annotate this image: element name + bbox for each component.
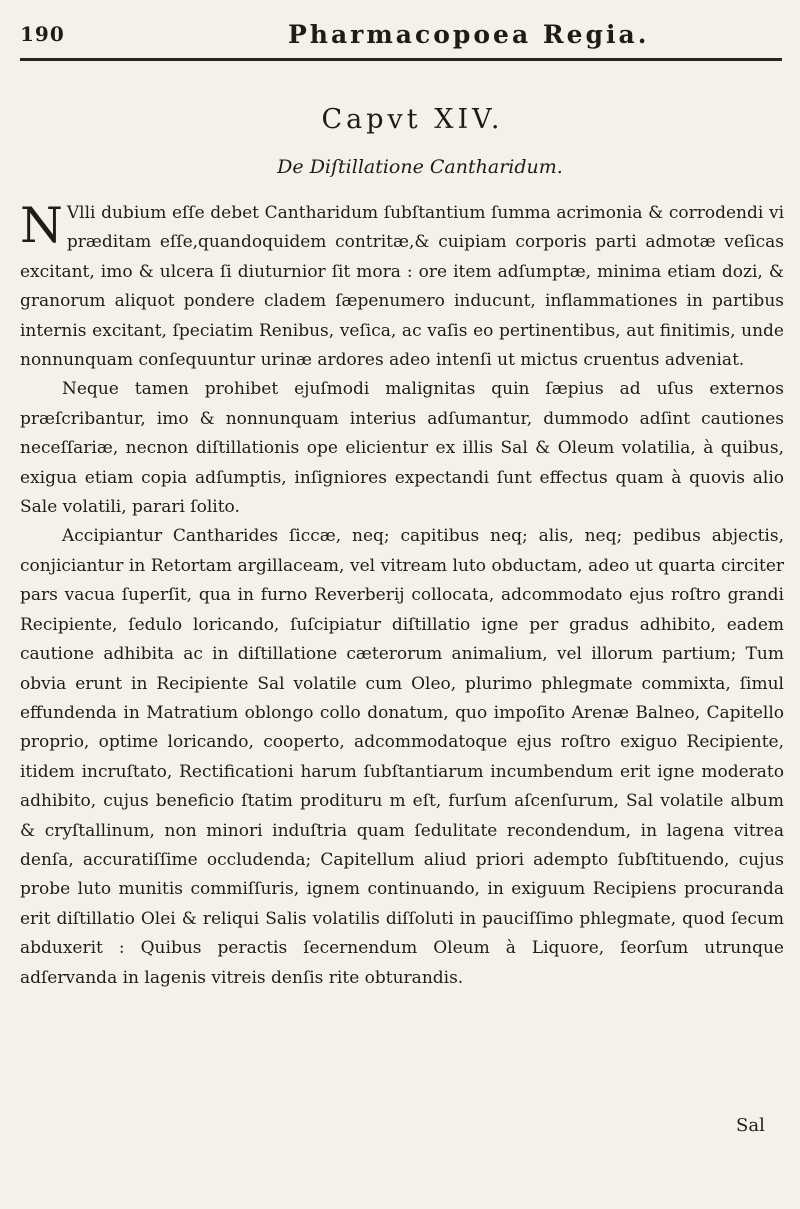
- header-rule: [20, 58, 782, 61]
- page-number: 190: [20, 22, 65, 46]
- body-text: [20, 199, 784, 993]
- catchword: Sal: [736, 1115, 765, 1136]
- paragraph-3: Accipiantur Cantharides ſiccæ, neq; capitibus neq; alis, neq; pedibus abjectis, conjiciantur in Retortam argillaceam, vel vitream luto obductam, adeo ut quarta circiter pars vacua ſuperſit, qua in furno Reverberij collocata, adcommodato ejus roſtro grandi Recipiente, ſedulo loricando, ſuſcipiatur diſtillatio igne per gradus adhibito, eadem cautione adhibita ac in diſtillatione cæterorum animalium, vel illorum partium; Tum obvia erunt in Recipiente Sal volatile cum Oleo, plurimo phlegmate commixta, ſimul effundenda in Matratium oblongo collo donatum, quo impoſito Arenæ Balneo, Capitello proprio, optime loricando, cooperto, adcommodatoque ejus roſtro exiguo Recipiente, itidem incruſtato, Rectificationi harum ſubſtantiarum incumbendum erit igne moderato adhibito, cujus beneficio ſtatim prodituru m eſt, furſum aſcenſurum, Sal volatile album & cryſtallinum, non minori induſtria quam ſedulitate recondendum, in lagena vitrea denſa, accuratiſſime occludenda; Capitellum aliud priori adempto ſubſtituendo, cujus probe luto munitis commiſſuris, ignem continuando, in exiguum Recipiens procuranda erit diſtillatio Olei & reliqui Salis volatilis diſſoluti in pauciſſimo phlegmate, quod ſecum abduxerit : Quibus peractis ſecernendum Oleum à Liquore, ſeorſum utrunque adſervanda in lagenis vitreis denſis rite obturandis.: [20, 526, 784, 988]
- chapter-subtitle: De Diſtillatione Cantharidum.: [277, 156, 563, 178]
- paragraph-1: [20, 199, 784, 375]
- paragraph-1-text: Vlli dubium eſſe debet Cantharidum ſubſtantium ſumma acrimonia & corrodendi vi præditam eſſe,quandoquidem contritæ,& cuipiam corporis parti admotæ veſicas excitant, imo & ulcera ſi diuturnior ſit mora : ore item adſumptæ, minima etiam dozi, & granorum aliquot pondere cladem ſæpenumero inducunt, inflammationes in partibus internis excitant, ſpeciatim Renibus, veſica, ac vaſis eo pertinentibus, aut finitimis, unde nonnunquam conſequuntur urinæ ardores adeo intenſi ut mictus cruentus adveniat.: [20, 203, 784, 371]
- running-title: Pharmacopoea Regia.: [288, 20, 650, 49]
- drop-cap: N: [20, 197, 63, 254]
- chapter-heading: Capvt XIV.: [321, 104, 504, 135]
- paragraph-2: Neque tamen prohibet ejuſmodi malignitas quin ſæpius ad uſus externos præſcribantur, imo & nonnunquam interius adſumantur, dummodo adſint cautiones neceſſariæ, necnon diſtillationis ope elicientur ex illis Sal & Oleum volatilia, à quibus, exigua etiam copia adſumptis, inſigniores expectandi ſunt effectus quam à quovis alio Sale volatili, parari ſolito.: [20, 379, 784, 518]
